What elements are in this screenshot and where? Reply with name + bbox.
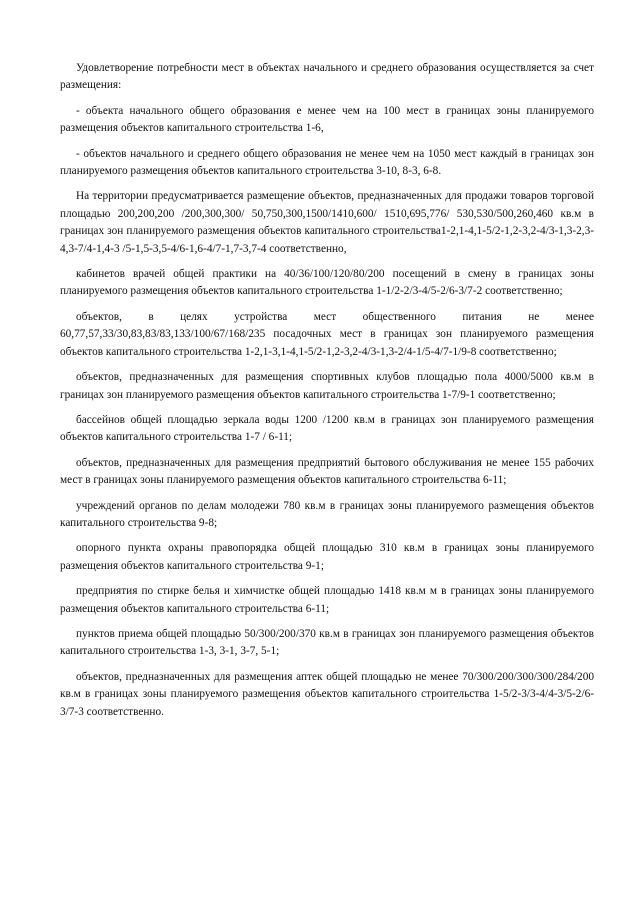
paragraph-intro: Удовлетворение потребности мест в объектах начального и среднего образования осуществляется за счет размещения: xyxy=(60,62,594,92)
paragraph-laundry: предприятия по стирке белья и химчистке общей площадью 1418 кв.м м в границах зоны планируемого размещения объектов капитального строительства 6-11; xyxy=(60,585,594,615)
paragraph-doctors-offices: кабинетов врачей общей практики на 40/36/100/120/80/200 посещений в смену в границах зоны планируемого размещения объектов капитального строительства 1-1/2-2/3-4/5-2/6-3/7-2 соответственно; xyxy=(60,268,594,298)
paragraph-collection-points: пунктов приема общей площадью 50/300/200/370 кв.м в границах зон планируемого размещения объектов капитального строительства 1-3, 3-1, 3-7, 5-1; xyxy=(60,627,594,658)
paragraph-consumer-services: объектов, предназначенных для размещения предприятий бытового обслуживания не менее 155 рабочих мест в границах зоны планируемого размещения объектов капитального строительства 6-11; xyxy=(60,456,594,487)
paragraph-primary-school: - объекта начального общего образования е менее чем на 100 мест в границах зоны планируемого размещения объектов капитального строительства 1-6, xyxy=(60,104,594,135)
paragraph-sports-clubs: объектов, предназначенных для размещения спортивных клубов площадью пола 4000/5000 кв.м в границах зон планируемого размещения объектов капитального строительства 1-7/9-1 соответственно; xyxy=(60,371,594,401)
paragraph-police-post: опорного пункта охраны правопорядка общей площадью 310 кв.м в границах зоны планируемого размещения объектов капитального строительства 9-1; xyxy=(60,542,594,572)
paragraph-pharmacies: объектов, предназначенных для размещения аптек общей площадью не менее 70/300/200/300/300/284/200 кв.м в границах зоны планируемого размещения объектов капитального строительства 1-5/2-3/3-4/4-3/5-2/6-3/7-3 соответственно. xyxy=(60,670,594,718)
paragraph-youth-affairs: учреждений органов по делам молодежи 780 кв.м в границах зоны планируемого размещения объектов капитального строительства 9-8; xyxy=(60,499,594,529)
paragraph-pools: бассейнов общей площадью зеркала воды 1200 /1200 кв.м в границах зон планируемого размещения объектов капитального строительства 1-7 / 6-11; xyxy=(60,413,594,444)
paragraph-secondary-schools: - объектов начального и среднего общего образования не менее чем на 1050 мест каждый в границах зон планируемого размещения объектов капитального строительства 3-10, 8-3, 6-8. xyxy=(60,147,594,178)
paragraph-catering: объектов, в целях устройства мест общественного питания не менее 60,77,57,33/30,83,83/83,133/100/67/168/235 посадочных мест в границах зон планируемого размещения объектов капитального строительства 1-2,1-3,1-4,1-5/2-1,2-3,2-4/3-1,3-2/4-1/5-4/7-1/9-8 соответственно; xyxy=(60,310,594,358)
document-body xyxy=(60,60,594,729)
paragraph-retail: На территории предусматривается размещение объектов, предназначенных для продажи товаров торговой площадью 200,200,200 /200,300,300/ 50,750,300,1500/1410,600/ 1510,695,776/ 530,530/500,260,460 кв.м в границах зон планируемого размещения объектов капитального строительства1-2,1-4,1-5/2-1,2-3,2-4/3-1,3-2,3-4,3-7/4-1,4-3 /5-1,5-3,5-4/6-1,6-4/7-1,7-3,7-4 соответственно, xyxy=(60,190,594,255)
